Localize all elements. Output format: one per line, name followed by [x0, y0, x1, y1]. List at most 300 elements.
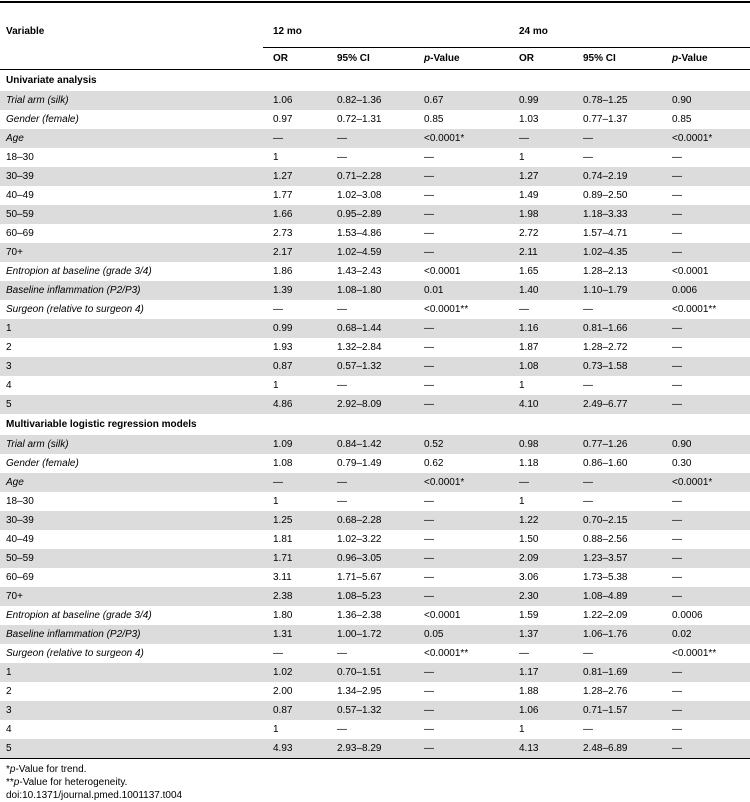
cell-or-12: 2.17 — [263, 243, 331, 262]
row-label: 50–59 — [0, 205, 263, 224]
table-row — [0, 262, 750, 281]
cell-p-24: 0.02 — [666, 625, 750, 644]
cell-ci-24: 1.28–2.72 — [583, 342, 628, 353]
cell-p-24: — — [666, 205, 750, 224]
cell-p-24: — — [666, 395, 750, 414]
row-label: 2 — [6, 686, 12, 697]
cell-ci-24: — — [583, 380, 593, 391]
table-row — [0, 338, 750, 357]
cell-p-12: 0.67 — [418, 91, 509, 110]
cell-ci-12: — — [337, 648, 347, 659]
cell-ci-24: 0.88–2.56 — [583, 534, 628, 545]
cell-ci-12: 1.08–5.23 — [331, 587, 418, 606]
cell-or-12: 2.00 — [273, 686, 293, 697]
row-label: 5 — [0, 739, 263, 758]
cell-p-24: — — [666, 739, 750, 758]
cell-p-24: <0.0001* — [666, 129, 750, 148]
cell-or-12: 1.31 — [263, 625, 331, 644]
cell-ci-12: — — [337, 496, 347, 507]
cell-ci-24: 0.73–1.58 — [577, 357, 666, 376]
cell-p-24: 0.85 — [672, 114, 692, 125]
cell-or-12: 1.25 — [263, 511, 331, 530]
cell-or-12: 1.80 — [273, 610, 293, 621]
cell-ci-24: 0.86–1.60 — [583, 458, 628, 469]
cell-or-24: — — [519, 648, 529, 659]
cell-p-24: 0.90 — [666, 435, 750, 454]
footnote-text: -Value for heterogeneity. — [19, 777, 128, 788]
cell-or-24: 1.87 — [519, 342, 539, 353]
table-figure — [0, 1, 750, 802]
table-body — [0, 70, 750, 758]
table-row — [0, 319, 750, 338]
cell-or-24: 4.13 — [509, 739, 577, 758]
cell-ci-24: 0.81–1.69 — [577, 663, 666, 682]
table-row — [0, 720, 750, 739]
cell-or-12: 1.66 — [263, 205, 331, 224]
cell-ci-24: 1.23–3.57 — [577, 549, 666, 568]
cell-ci-12: — — [331, 129, 418, 148]
cell-p-24: — — [666, 167, 750, 186]
results-table — [0, 3, 750, 758]
cell-p-12: — — [424, 496, 434, 507]
cell-ci-12: 1.53–4.86 — [337, 228, 382, 239]
cell-p-12: — — [424, 152, 434, 163]
header-row-groups — [0, 3, 750, 48]
cell-p-24: — — [672, 152, 682, 163]
table-row — [0, 167, 750, 186]
cell-ci-24: 0.70–2.15 — [577, 511, 666, 530]
footnote-text: -Value for trend. — [15, 764, 87, 775]
cell-or-12: 1 — [273, 496, 279, 507]
cell-ci-12: 0.84–1.42 — [331, 435, 418, 454]
row-label: 4 — [6, 380, 12, 391]
cell-or-12: 4.86 — [263, 395, 331, 414]
cell-ci-24: 1.18–3.33 — [577, 205, 666, 224]
row-label: 18–30 — [6, 496, 34, 507]
cell-ci-12: 1.36–2.38 — [337, 610, 382, 621]
cell-ci-12: 0.82–1.36 — [331, 91, 418, 110]
cell-p-24: <0.0001 — [672, 266, 709, 277]
cell-p-24: — — [672, 686, 682, 697]
cell-ci-12: 1.02–3.22 — [337, 534, 382, 545]
row-label: Surgeon (relative to surgeon 4) — [6, 304, 144, 315]
row-label: 3 — [0, 357, 263, 376]
table-row — [0, 549, 750, 568]
row-label: 18–30 — [6, 152, 34, 163]
cell-or-24: 1 — [519, 724, 525, 735]
cell-or-12: 2.73 — [273, 228, 293, 239]
footnotes — [0, 763, 750, 802]
cell-ci-12: 0.72–1.31 — [337, 114, 382, 125]
table-row — [0, 129, 750, 148]
row-label: 40–49 — [6, 534, 34, 545]
cell-ci-12: 0.96–3.05 — [331, 549, 418, 568]
cell-ci-24: 1.06–1.76 — [577, 625, 666, 644]
cell-or-12: 1 — [273, 724, 279, 735]
cell-or-24: 1.50 — [519, 534, 539, 545]
cell-ci-24: — — [583, 304, 593, 315]
cell-or-24: 2.11 — [509, 243, 577, 262]
cell-or-12: 1.86 — [273, 266, 293, 277]
cell-ci-24: — — [577, 129, 666, 148]
row-label: Surgeon (relative to surgeon 4) — [6, 648, 144, 659]
cell-ci-24: — — [577, 473, 666, 492]
row-label: 40–49 — [6, 190, 34, 201]
column-header-variable: Variable — [6, 25, 45, 37]
row-label: Trial arm (silk) — [0, 91, 263, 110]
cell-ci-12: 0.70–1.51 — [331, 663, 418, 682]
row-label: 70+ — [0, 243, 263, 262]
cell-p-12: 0.01 — [418, 281, 509, 300]
column-header-p-24 — [666, 48, 750, 70]
cell-ci-24: — — [583, 648, 593, 659]
cell-p-24: 0.0006 — [672, 610, 703, 621]
cell-p-12: — — [424, 228, 434, 239]
row-label: 50–59 — [0, 549, 263, 568]
row-label: Age — [0, 473, 263, 492]
cell-p-24: <0.0001** — [672, 304, 717, 315]
cell-ci-24: — — [583, 496, 593, 507]
row-label: 1 — [0, 663, 263, 682]
cell-ci-12: — — [331, 473, 418, 492]
table-row — [0, 701, 750, 720]
cell-p-24: — — [672, 534, 682, 545]
cell-or-24: 1.59 — [519, 610, 539, 621]
table-row — [0, 205, 750, 224]
cell-p-12: 0.52 — [418, 435, 509, 454]
p-italic: p — [424, 53, 431, 64]
cell-ci-24: 1.28–2.13 — [583, 266, 628, 277]
cell-or-12: 2.38 — [263, 587, 331, 606]
cell-or-24: 1.65 — [519, 266, 539, 277]
table-row — [0, 110, 750, 129]
section-header-row — [0, 414, 750, 435]
cell-p-12: <0.0001** — [424, 648, 469, 659]
group-header-24mo: 24 mo — [519, 25, 548, 37]
cell-ci-12: 0.68–2.28 — [331, 511, 418, 530]
doi-text: doi:10.1371/journal.pmed.1001137.t004 — [6, 790, 183, 801]
group-header-12mo: 12 mo — [273, 25, 302, 37]
table-row — [0, 625, 750, 644]
cell-or-24: 1.18 — [519, 458, 539, 469]
cell-p-12: — — [418, 739, 509, 758]
table-row — [0, 587, 750, 606]
p-rest: -Value — [430, 53, 460, 64]
cell-p-24: — — [666, 319, 750, 338]
cell-p-12: 0.05 — [418, 625, 509, 644]
cell-ci-12: 1.02–3.08 — [337, 190, 382, 201]
cell-p-12: <0.0001 — [424, 266, 461, 277]
cell-p-12: — — [418, 319, 509, 338]
cell-or-24: 0.99 — [509, 91, 577, 110]
cell-or-24: 2.09 — [509, 549, 577, 568]
cell-p-12: — — [418, 701, 509, 720]
cell-ci-24: 2.49–6.77 — [577, 395, 666, 414]
cell-or-24: 2.30 — [509, 587, 577, 606]
row-label: Age — [0, 129, 263, 148]
table-row — [0, 395, 750, 414]
row-label: Entropion at baseline (grade 3/4) — [6, 266, 152, 277]
cell-ci-24: 0.77–1.37 — [583, 114, 628, 125]
row-label: 4 — [6, 724, 12, 735]
cell-ci-24: 2.48–6.89 — [577, 739, 666, 758]
cell-ci-12: 1.08–1.80 — [331, 281, 418, 300]
cell-p-12: — — [424, 534, 434, 545]
row-label: Gender (female) — [6, 114, 79, 125]
cell-or-12: — — [273, 304, 283, 315]
cell-ci-12: 0.71–2.28 — [331, 167, 418, 186]
table-row — [0, 300, 750, 319]
cell-p-24: — — [672, 228, 682, 239]
table-row — [0, 739, 750, 758]
row-label: 3 — [0, 701, 263, 720]
cell-ci-24: — — [583, 152, 593, 163]
cell-p-12: — — [418, 243, 509, 262]
cell-or-12: 0.87 — [263, 357, 331, 376]
cell-p-12: — — [424, 342, 434, 353]
cell-p-12: <0.0001* — [418, 129, 509, 148]
cell-or-24: — — [519, 304, 529, 315]
cell-ci-24: 1.57–4.71 — [583, 228, 628, 239]
cell-or-24: 0.98 — [509, 435, 577, 454]
cell-or-24: 4.10 — [509, 395, 577, 414]
cell-or-12: 1.08 — [273, 458, 293, 469]
table-row — [0, 91, 750, 110]
cell-or-12: 1.93 — [273, 342, 293, 353]
column-header-ci-24: 95% CI — [577, 48, 666, 70]
cell-or-12: 4.93 — [263, 739, 331, 758]
cell-or-24: 1.40 — [509, 281, 577, 300]
cell-ci-12: 2.92–8.09 — [331, 395, 418, 414]
header-row-columns — [0, 48, 750, 70]
cell-p-12: — — [418, 167, 509, 186]
cell-ci-12: 2.93–8.29 — [331, 739, 418, 758]
cell-ci-24: 1.73–5.38 — [583, 572, 628, 583]
cell-p-12: — — [418, 511, 509, 530]
cell-or-12: — — [263, 473, 331, 492]
table-row — [0, 281, 750, 300]
cell-ci-24: 0.81–1.66 — [577, 319, 666, 338]
row-label: Gender (female) — [6, 458, 79, 469]
column-header-blank — [0, 48, 263, 70]
cell-or-12: 3.11 — [273, 572, 292, 583]
cell-ci-12: — — [337, 304, 347, 315]
column-header-ci-12: 95% CI — [331, 48, 418, 70]
cell-ci-12: 1.02–4.59 — [331, 243, 418, 262]
cell-p-12: <0.0001 — [424, 610, 461, 621]
cell-p-24: 0.006 — [666, 281, 750, 300]
cell-or-12: 0.97 — [273, 114, 293, 125]
cell-p-12: — — [418, 549, 509, 568]
cell-p-12: 0.85 — [424, 114, 444, 125]
cell-p-24: — — [666, 549, 750, 568]
row-label: Entropion at baseline (grade 3/4) — [6, 610, 152, 621]
cell-ci-24: 1.02–4.35 — [577, 243, 666, 262]
row-label: Trial arm (silk) — [0, 435, 263, 454]
cell-or-12: 1.81 — [273, 534, 293, 545]
cell-or-12: 1 — [273, 152, 279, 163]
column-header-or-24: OR — [509, 48, 577, 70]
cell-p-24: — — [672, 496, 682, 507]
cell-ci-24: — — [583, 724, 593, 735]
cell-or-24: 1.16 — [509, 319, 577, 338]
cell-or-12: — — [273, 648, 283, 659]
row-label: 30–39 — [0, 511, 263, 530]
bottom-rule — [0, 758, 750, 759]
cell-ci-12: 0.68–1.44 — [331, 319, 418, 338]
cell-or-12: 1 — [273, 380, 279, 391]
cell-ci-24: 1.10–1.79 — [577, 281, 666, 300]
cell-or-12: 0.87 — [263, 701, 331, 720]
cell-ci-24: 0.71–1.57 — [577, 701, 666, 720]
cell-p-12: — — [424, 686, 434, 697]
cell-p-12: — — [424, 724, 434, 735]
footnote-mark: ** — [6, 777, 14, 788]
cell-ci-12: — — [337, 380, 347, 391]
table-row — [0, 511, 750, 530]
cell-ci-24: 1.22–2.09 — [583, 610, 628, 621]
column-header-p-12 — [418, 48, 509, 70]
cell-p-24: — — [666, 663, 750, 682]
cell-or-24: 1.06 — [509, 701, 577, 720]
cell-or-24: 1.27 — [509, 167, 577, 186]
cell-ci-24: 0.77–1.26 — [577, 435, 666, 454]
row-label: 2 — [6, 342, 12, 353]
cell-or-24: 1.22 — [509, 511, 577, 530]
cell-p-12: — — [424, 572, 434, 583]
footnote-trend — [6, 763, 750, 776]
cell-or-24: 1.37 — [509, 625, 577, 644]
cell-or-24: 3.06 — [519, 572, 539, 583]
table-row — [0, 663, 750, 682]
cell-ci-24: 0.89–2.50 — [583, 190, 628, 201]
cell-or-24: 1.17 — [509, 663, 577, 682]
cell-p-24: — — [672, 572, 682, 583]
cell-or-24: 1.08 — [509, 357, 577, 376]
cell-or-12: 1.06 — [263, 91, 331, 110]
cell-p-24: — — [672, 342, 682, 353]
table-row — [0, 644, 750, 663]
cell-p-24: <0.0001* — [666, 473, 750, 492]
cell-or-12: — — [263, 129, 331, 148]
cell-p-24: — — [666, 587, 750, 606]
cell-p-12: <0.0001* — [418, 473, 509, 492]
cell-p-12: — — [418, 205, 509, 224]
table-row — [0, 376, 750, 395]
row-label: 60–69 — [6, 228, 34, 239]
cell-p-12: — — [424, 380, 434, 391]
cell-p-12: 0.62 — [424, 458, 444, 469]
cell-or-24: 1.88 — [519, 686, 539, 697]
table-row — [0, 435, 750, 454]
table-row — [0, 568, 750, 587]
section-header-row — [0, 70, 750, 91]
cell-p-12: — — [418, 395, 509, 414]
cell-or-24: 1.49 — [519, 190, 539, 201]
cell-or-24: 1 — [519, 496, 525, 507]
cell-ci-24: 0.78–1.25 — [577, 91, 666, 110]
column-header-or-12: OR — [263, 48, 331, 70]
row-label: Baseline inflammation (P2/P3) — [0, 281, 263, 300]
p-rest: -Value — [678, 53, 708, 64]
footnote-mark: * — [6, 764, 10, 775]
cell-p-24: — — [672, 190, 682, 201]
cell-p-24: 0.30 — [672, 458, 692, 469]
cell-ci-12: — — [337, 724, 347, 735]
cell-or-24: 1 — [519, 380, 525, 391]
row-label: 60–69 — [6, 572, 34, 583]
row-label: Baseline inflammation (P2/P3) — [0, 625, 263, 644]
cell-p-24: — — [666, 511, 750, 530]
cell-ci-12: 1.34–2.95 — [337, 686, 382, 697]
cell-ci-12: 1.43–2.43 — [337, 266, 382, 277]
section-title: Univariate analysis — [6, 75, 97, 86]
cell-p-12: — — [418, 357, 509, 376]
cell-ci-12: — — [337, 152, 347, 163]
row-label: 5 — [0, 395, 263, 414]
cell-ci-12: 0.79–1.49 — [337, 458, 382, 469]
row-label: 70+ — [0, 587, 263, 606]
row-label: 30–39 — [0, 167, 263, 186]
cell-p-24: — — [672, 724, 682, 735]
table-row — [0, 148, 750, 167]
table-row — [0, 473, 750, 492]
table-row — [0, 606, 750, 625]
cell-ci-12: 0.95–2.89 — [331, 205, 418, 224]
table-row — [0, 243, 750, 262]
cell-ci-24: 1.08–4.89 — [577, 587, 666, 606]
table-row — [0, 454, 750, 473]
table-row — [0, 492, 750, 511]
cell-ci-12: 0.57–1.32 — [331, 701, 418, 720]
cell-p-24: — — [672, 380, 682, 391]
cell-or-24: 1.98 — [509, 205, 577, 224]
cell-or-12: 1.77 — [273, 190, 293, 201]
row-label: 1 — [0, 319, 263, 338]
cell-p-12: — — [418, 587, 509, 606]
table-row — [0, 224, 750, 243]
cell-or-12: 1.27 — [263, 167, 331, 186]
section-title: Multivariable logistic regression models — [6, 419, 197, 430]
cell-or-12: 1.02 — [263, 663, 331, 682]
cell-or-12: 1.71 — [263, 549, 331, 568]
cell-p-12: — — [424, 190, 434, 201]
cell-or-24: 1.03 — [519, 114, 539, 125]
cell-ci-12: 1.32–2.84 — [337, 342, 382, 353]
cell-ci-24: 1.28–2.76 — [583, 686, 628, 697]
table-row — [0, 530, 750, 549]
footnote-heterogeneity — [6, 776, 750, 789]
cell-or-24: 1 — [519, 152, 525, 163]
cell-or-24: — — [509, 473, 577, 492]
cell-p-24: — — [666, 701, 750, 720]
cell-ci-12: 1.71–5.67 — [337, 572, 382, 583]
cell-ci-24: 0.74–2.19 — [577, 167, 666, 186]
cell-ci-12: 0.57–1.32 — [331, 357, 418, 376]
cell-p-24: 0.90 — [666, 91, 750, 110]
cell-or-12: 0.99 — [263, 319, 331, 338]
footnote-p-italic: p — [9, 764, 16, 775]
cell-or-12: 1.39 — [263, 281, 331, 300]
cell-p-12: <0.0001** — [424, 304, 469, 315]
cell-or-24: 2.72 — [519, 228, 539, 239]
cell-p-24: <0.0001** — [672, 648, 717, 659]
cell-p-24: — — [666, 243, 750, 262]
p-italic: p — [672, 53, 679, 64]
cell-or-12: 1.09 — [263, 435, 331, 454]
cell-p-12: — — [418, 663, 509, 682]
cell-or-24: — — [509, 129, 577, 148]
